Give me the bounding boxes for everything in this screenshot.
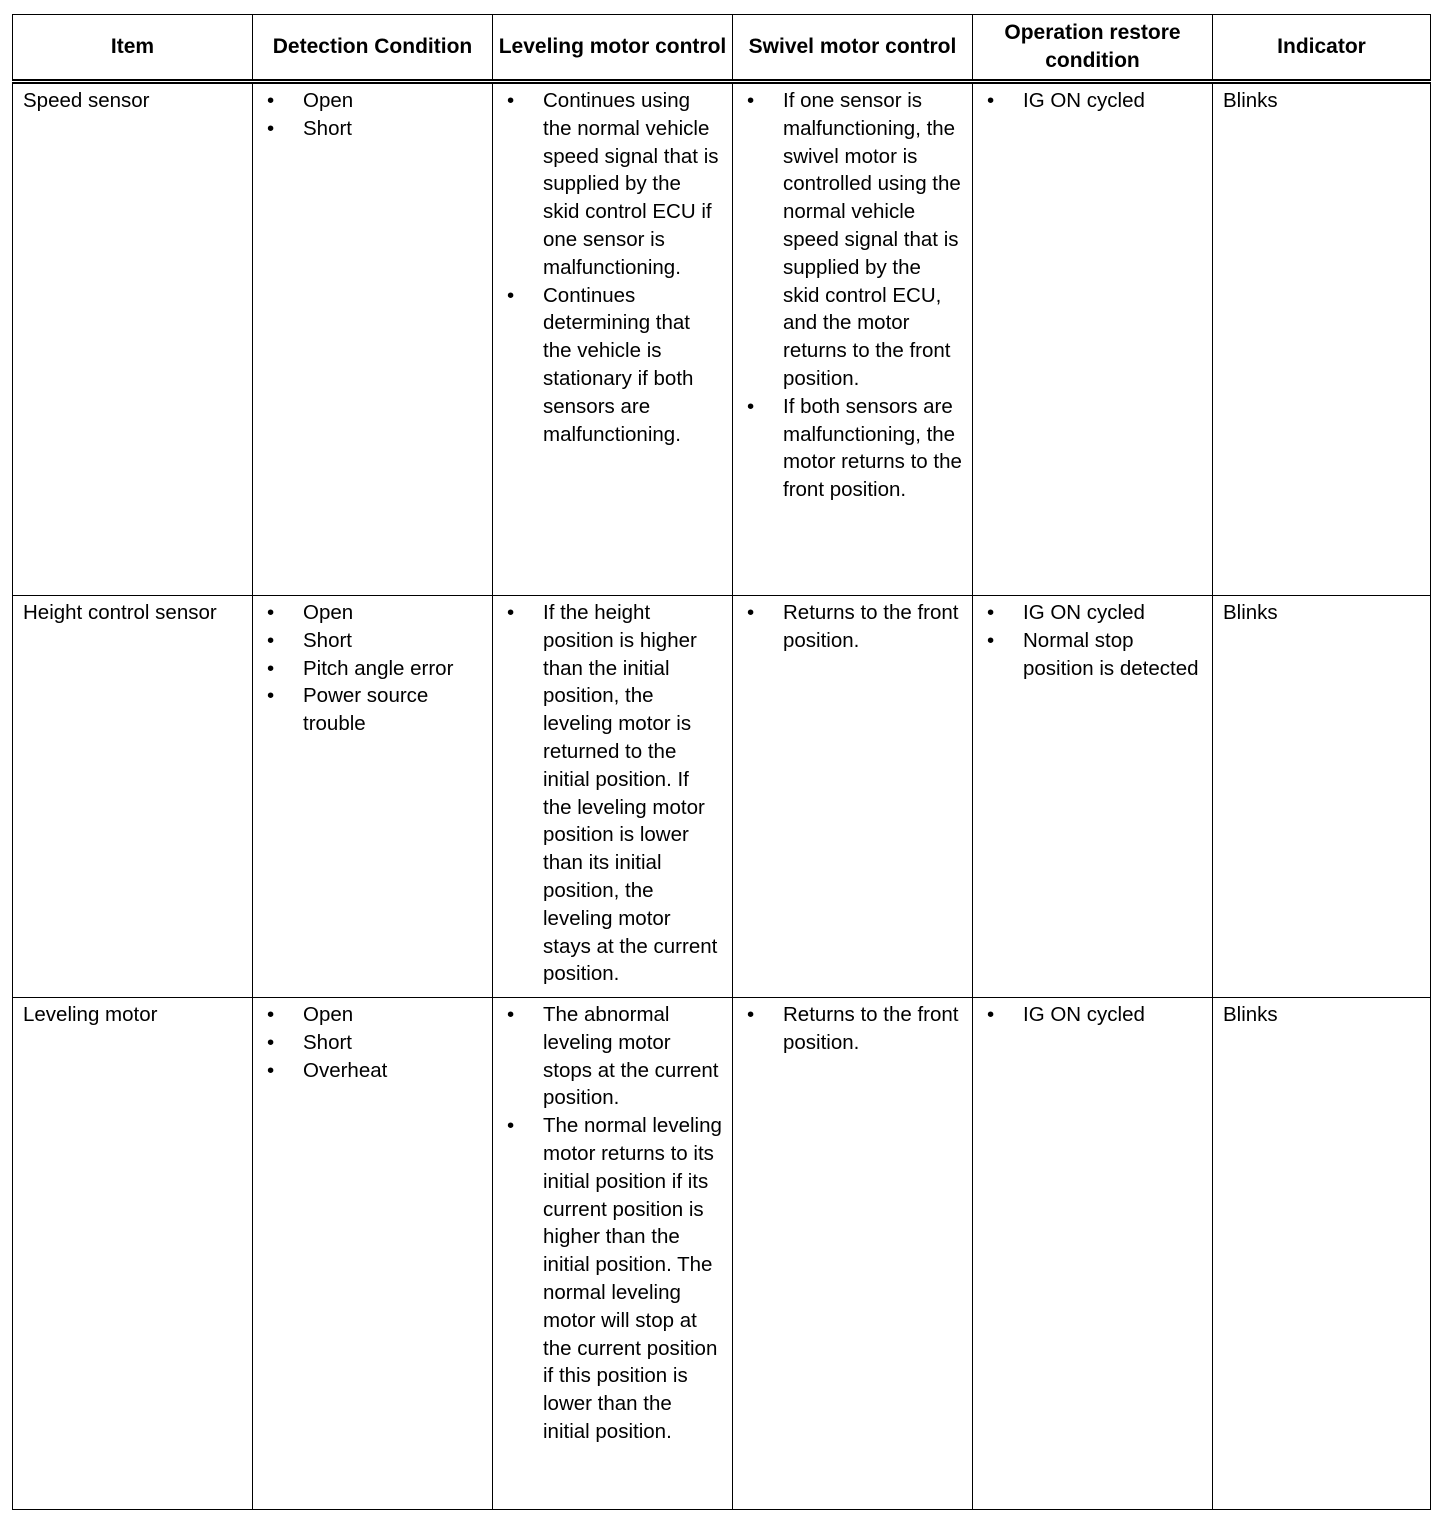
header-indicator: Indicator [1213, 15, 1431, 82]
bullet-icon: • [267, 116, 275, 140]
leveling-list [503, 1001, 722, 1446]
restore-cell [973, 82, 1213, 596]
header-leveling-motor-control: Leveling motor control [493, 15, 733, 82]
bullet-icon: • [267, 601, 275, 624]
list-item: • Continues determining that the vehicle is stationary if both sensors are malfunctioning. [507, 283, 694, 446]
bullet-icon: • [747, 394, 755, 418]
detection-cell [253, 596, 493, 998]
bullet-icon: • [747, 601, 755, 624]
list-item: • Open [263, 1001, 482, 1029]
swivel-cell [733, 596, 973, 998]
restore-cell [973, 998, 1213, 1510]
detection-list [263, 599, 482, 738]
list-item: • Normal stop position is detected [987, 628, 1199, 680]
list-item: • The normal leveling motor returns to its initial position if its current position is higher than the initial position. The normal leveling motor will stop at the current position if this position is lower than the initial position. [507, 1114, 722, 1443]
indicator-cell: Blinks [1213, 82, 1431, 596]
leveling-cell [493, 596, 733, 998]
swivel-cell [733, 998, 973, 1510]
bullet-icon: • [267, 684, 275, 708]
list-item: • Returns to the front position. [747, 601, 959, 652]
list-item: • The abnormal leveling motor stops at the current position. [507, 1003, 719, 1110]
bullet-icon: • [507, 89, 515, 112]
list-item: • IG ON cycled [983, 1001, 1202, 1029]
list-item: • Short [263, 1029, 482, 1057]
bullet-icon: • [747, 89, 755, 112]
list-item: • Returns to the front position. [747, 1003, 959, 1054]
item-cell: Speed sensor [13, 82, 253, 596]
swivel-list [743, 599, 962, 655]
header-operation-restore-condition: Operation restore condition [973, 15, 1213, 82]
table-row [13, 998, 1431, 1510]
bullet-icon: • [267, 89, 275, 112]
header-item: Item [13, 15, 253, 82]
list-item: • If the height position is higher than the initial position, the leveling motor is returned to the initial position. If the leveling motor position is lower than its initial position, the leveling motor stays at the current position. [507, 601, 718, 986]
swivel-list [743, 1001, 962, 1057]
fail-safe-table [12, 14, 1431, 1510]
list-item: • Short [263, 627, 482, 655]
bullet-icon: • [507, 1003, 515, 1026]
detection-list [263, 1001, 482, 1084]
list-item: • IG ON cycled [983, 599, 1202, 627]
table-row [13, 596, 1431, 998]
header-row [13, 15, 1431, 82]
leveling-list [503, 599, 722, 988]
header-swivel-motor-control: Swivel motor control [733, 15, 973, 82]
indicator-cell: Blinks [1213, 596, 1431, 998]
bullet-icon: • [987, 601, 995, 624]
swivel-cell [733, 82, 973, 596]
bullet-icon: • [267, 1030, 275, 1054]
item-cell: Leveling motor [13, 998, 253, 1510]
bullet-icon: • [267, 1003, 275, 1026]
list-item: • If one sensor is malfunctioning, the swivel motor is controlled using the normal vehicle speed signal that is supplied by the skid control ECU, and the motor returns to the front position. [747, 89, 961, 390]
list-item: • Open [263, 87, 482, 115]
bullet-icon: • [507, 601, 515, 624]
list-item: • Open [263, 599, 482, 627]
restore-list [983, 599, 1202, 682]
leveling-cell [493, 998, 733, 1510]
list-item: • Pitch angle error [263, 655, 482, 683]
detection-list [263, 87, 482, 143]
indicator-cell: Blinks [1213, 998, 1431, 1510]
bullet-icon: • [747, 1003, 755, 1026]
bullet-icon: • [507, 283, 515, 307]
list-item: • Continues using the normal vehicle speed signal that is supplied by the skid control ECU if one sensor is malfunctioning. [507, 89, 719, 279]
detection-cell [253, 82, 493, 596]
item-cell: Height control sensor [13, 596, 253, 998]
bullet-icon: • [987, 89, 995, 112]
header-detection-condition: Detection Condition [253, 15, 493, 82]
list-item: • IG ON cycled [983, 87, 1202, 115]
bullet-icon: • [267, 628, 275, 652]
table-row [13, 82, 1431, 596]
list-item: • Short [263, 115, 482, 143]
bullet-icon: • [987, 1003, 995, 1026]
detection-cell [253, 998, 493, 1510]
restore-cell [973, 596, 1213, 998]
list-item: • Power source trouble [267, 684, 429, 736]
restore-list [983, 1001, 1202, 1029]
bullet-icon: • [507, 1114, 515, 1138]
list-item: • If both sensors are malfunctioning, the motor returns to the front position. [747, 394, 962, 502]
swivel-list [743, 87, 962, 504]
bullet-icon: • [987, 628, 995, 652]
bullet-icon: • [267, 1058, 275, 1082]
bullet-icon: • [267, 656, 275, 680]
restore-list [983, 87, 1202, 115]
leveling-list [503, 87, 722, 448]
list-item: • Overheat [263, 1057, 482, 1085]
leveling-cell [493, 82, 733, 596]
